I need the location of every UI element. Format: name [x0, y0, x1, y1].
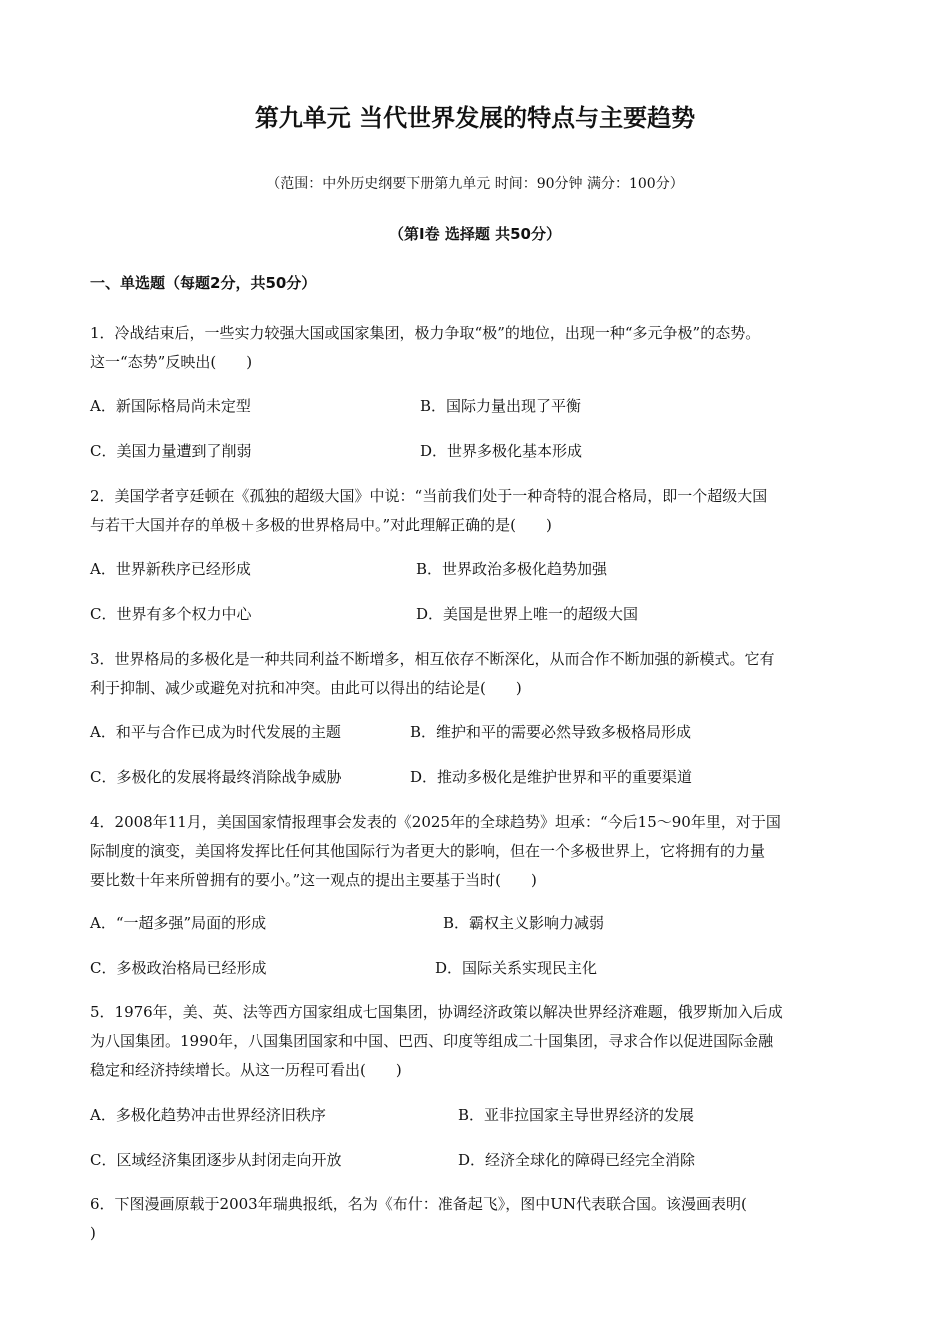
question-1-line-1: 1．冷战结束后，一些实力较强大国或国家集团，极力争取“极”的地位，出现一种“多元争极”的态势。: [90, 324, 761, 342]
question-4-option-b[interactable]: B．霸权主义影响力减弱: [443, 914, 605, 932]
page-title: 第九单元 当代世界发展的特点与主要趋势: [254, 104, 696, 132]
question-1-option-c[interactable]: C．美国力量遭到了削弱: [90, 442, 252, 460]
question-5-line-1: 5．1976年，美、英、法等西方国家组成七国集团，协调经济政策以解决世界经济难题，俄罗斯加入后成: [90, 1003, 783, 1021]
question-3: [90, 645, 880, 703]
question-2-option-a[interactable]: A．世界新秩序已经形成: [90, 560, 251, 578]
question-3-line-1: 3．世界格局的多极化是一种共同利益不断增多，相互依存不断深化，从而合作不断加强的新模式。它有: [90, 650, 775, 668]
question-6: [90, 1190, 880, 1248]
question-5: [90, 998, 880, 1085]
question-1-line-2: 这一“态势”反映出( ): [90, 353, 253, 371]
question-1: [90, 319, 880, 377]
question-2-line-1: 2．美国学者亨廷顿在《孤独的超级大国》中说：“当前我们处于一种奇特的混合格局，即一个超级大国: [90, 487, 768, 505]
question-5-line-3: 稳定和经济持续增长。从这一历程可看出( ): [90, 1061, 402, 1079]
question-6-line-1: 6．下图漫画原载于2003年瑞典报纸，名为《布什：准备起飞》，图中UN代表联合国。该漫画表明(: [90, 1195, 747, 1213]
section-title: 一、单选题（每题2分，共50分）: [90, 274, 317, 292]
question-4-line-1: 4．2008年11月，美国国家情报理事会发表的《2025年的全球趋势》坦承：“今后15～90年里，对于国: [90, 813, 781, 831]
question-2-option-d[interactable]: D．美国是世界上唯一的超级大国: [416, 605, 639, 623]
question-1-option-a[interactable]: A．新国际格局尚未定型: [90, 397, 251, 415]
question-4-line-3: 要比数十年来所曾拥有的要小。”这一观点的提出主要基于当时( ): [90, 871, 537, 889]
question-3-option-c[interactable]: C．多极化的发展将最终消除战争威胁: [90, 768, 342, 786]
question-5-option-c[interactable]: C．区域经济集团逐步从封闭走向开放: [90, 1151, 342, 1169]
exam-scope: （范围：中外历史纲要下册第九单元 时间：90分钟 满分：100分）: [266, 176, 684, 192]
question-4-line-2: 际制度的演变，美国将发挥比任何其他国际行为者更大的影响，但在一个多极世界上，它将拥有的力量: [90, 842, 766, 860]
question-3-line-2: 利于抑制、减少或避免对抗和冲突。由此可以得出的结论是( ): [90, 679, 522, 697]
question-4-option-a[interactable]: A．“一超多强”局面的形成: [90, 914, 267, 932]
question-5-line-2: 为八国集团。1990年，八国集团国家和中国、巴西、印度等组成二十国集团，寻求合作以促进国际金融: [90, 1032, 774, 1050]
question-4: [90, 808, 880, 895]
question-1-option-d[interactable]: D．世界多极化基本形成: [420, 442, 583, 460]
question-5-option-a[interactable]: A．多极化趋势冲击世界经济旧秩序: [90, 1106, 326, 1124]
question-5-option-d[interactable]: D．经济全球化的障碍已经完全消除: [458, 1151, 696, 1169]
question-4-option-c[interactable]: C．多极政治格局已经形成: [90, 959, 267, 977]
question-2: [90, 482, 880, 540]
question-1-option-b[interactable]: B．国际力量出现了平衡: [420, 397, 582, 415]
question-6-line-2: ): [90, 1224, 96, 1242]
question-2-line-2: 与若干大国并存的单极＋多极的世界格局中。”对此理解正确的是( ): [90, 516, 552, 534]
question-2-option-c[interactable]: C．世界有多个权力中心: [90, 605, 252, 623]
question-4-option-d[interactable]: D．国际关系实现民主化: [435, 959, 598, 977]
question-2-option-b[interactable]: B．世界政治多极化趋势加强: [416, 560, 608, 578]
question-3-option-d[interactable]: D．推动多极化是维护世界和平的重要渠道: [410, 768, 693, 786]
part-title: （第Ⅰ卷 选择题 共50分）: [389, 225, 561, 243]
question-3-option-a[interactable]: A．和平与合作已成为时代发展的主题: [90, 723, 341, 741]
question-3-option-b[interactable]: B．维护和平的需要必然导致多极格局形成: [410, 723, 692, 741]
question-5-option-b[interactable]: B．亚非拉国家主导世界经济的发展: [458, 1106, 695, 1124]
